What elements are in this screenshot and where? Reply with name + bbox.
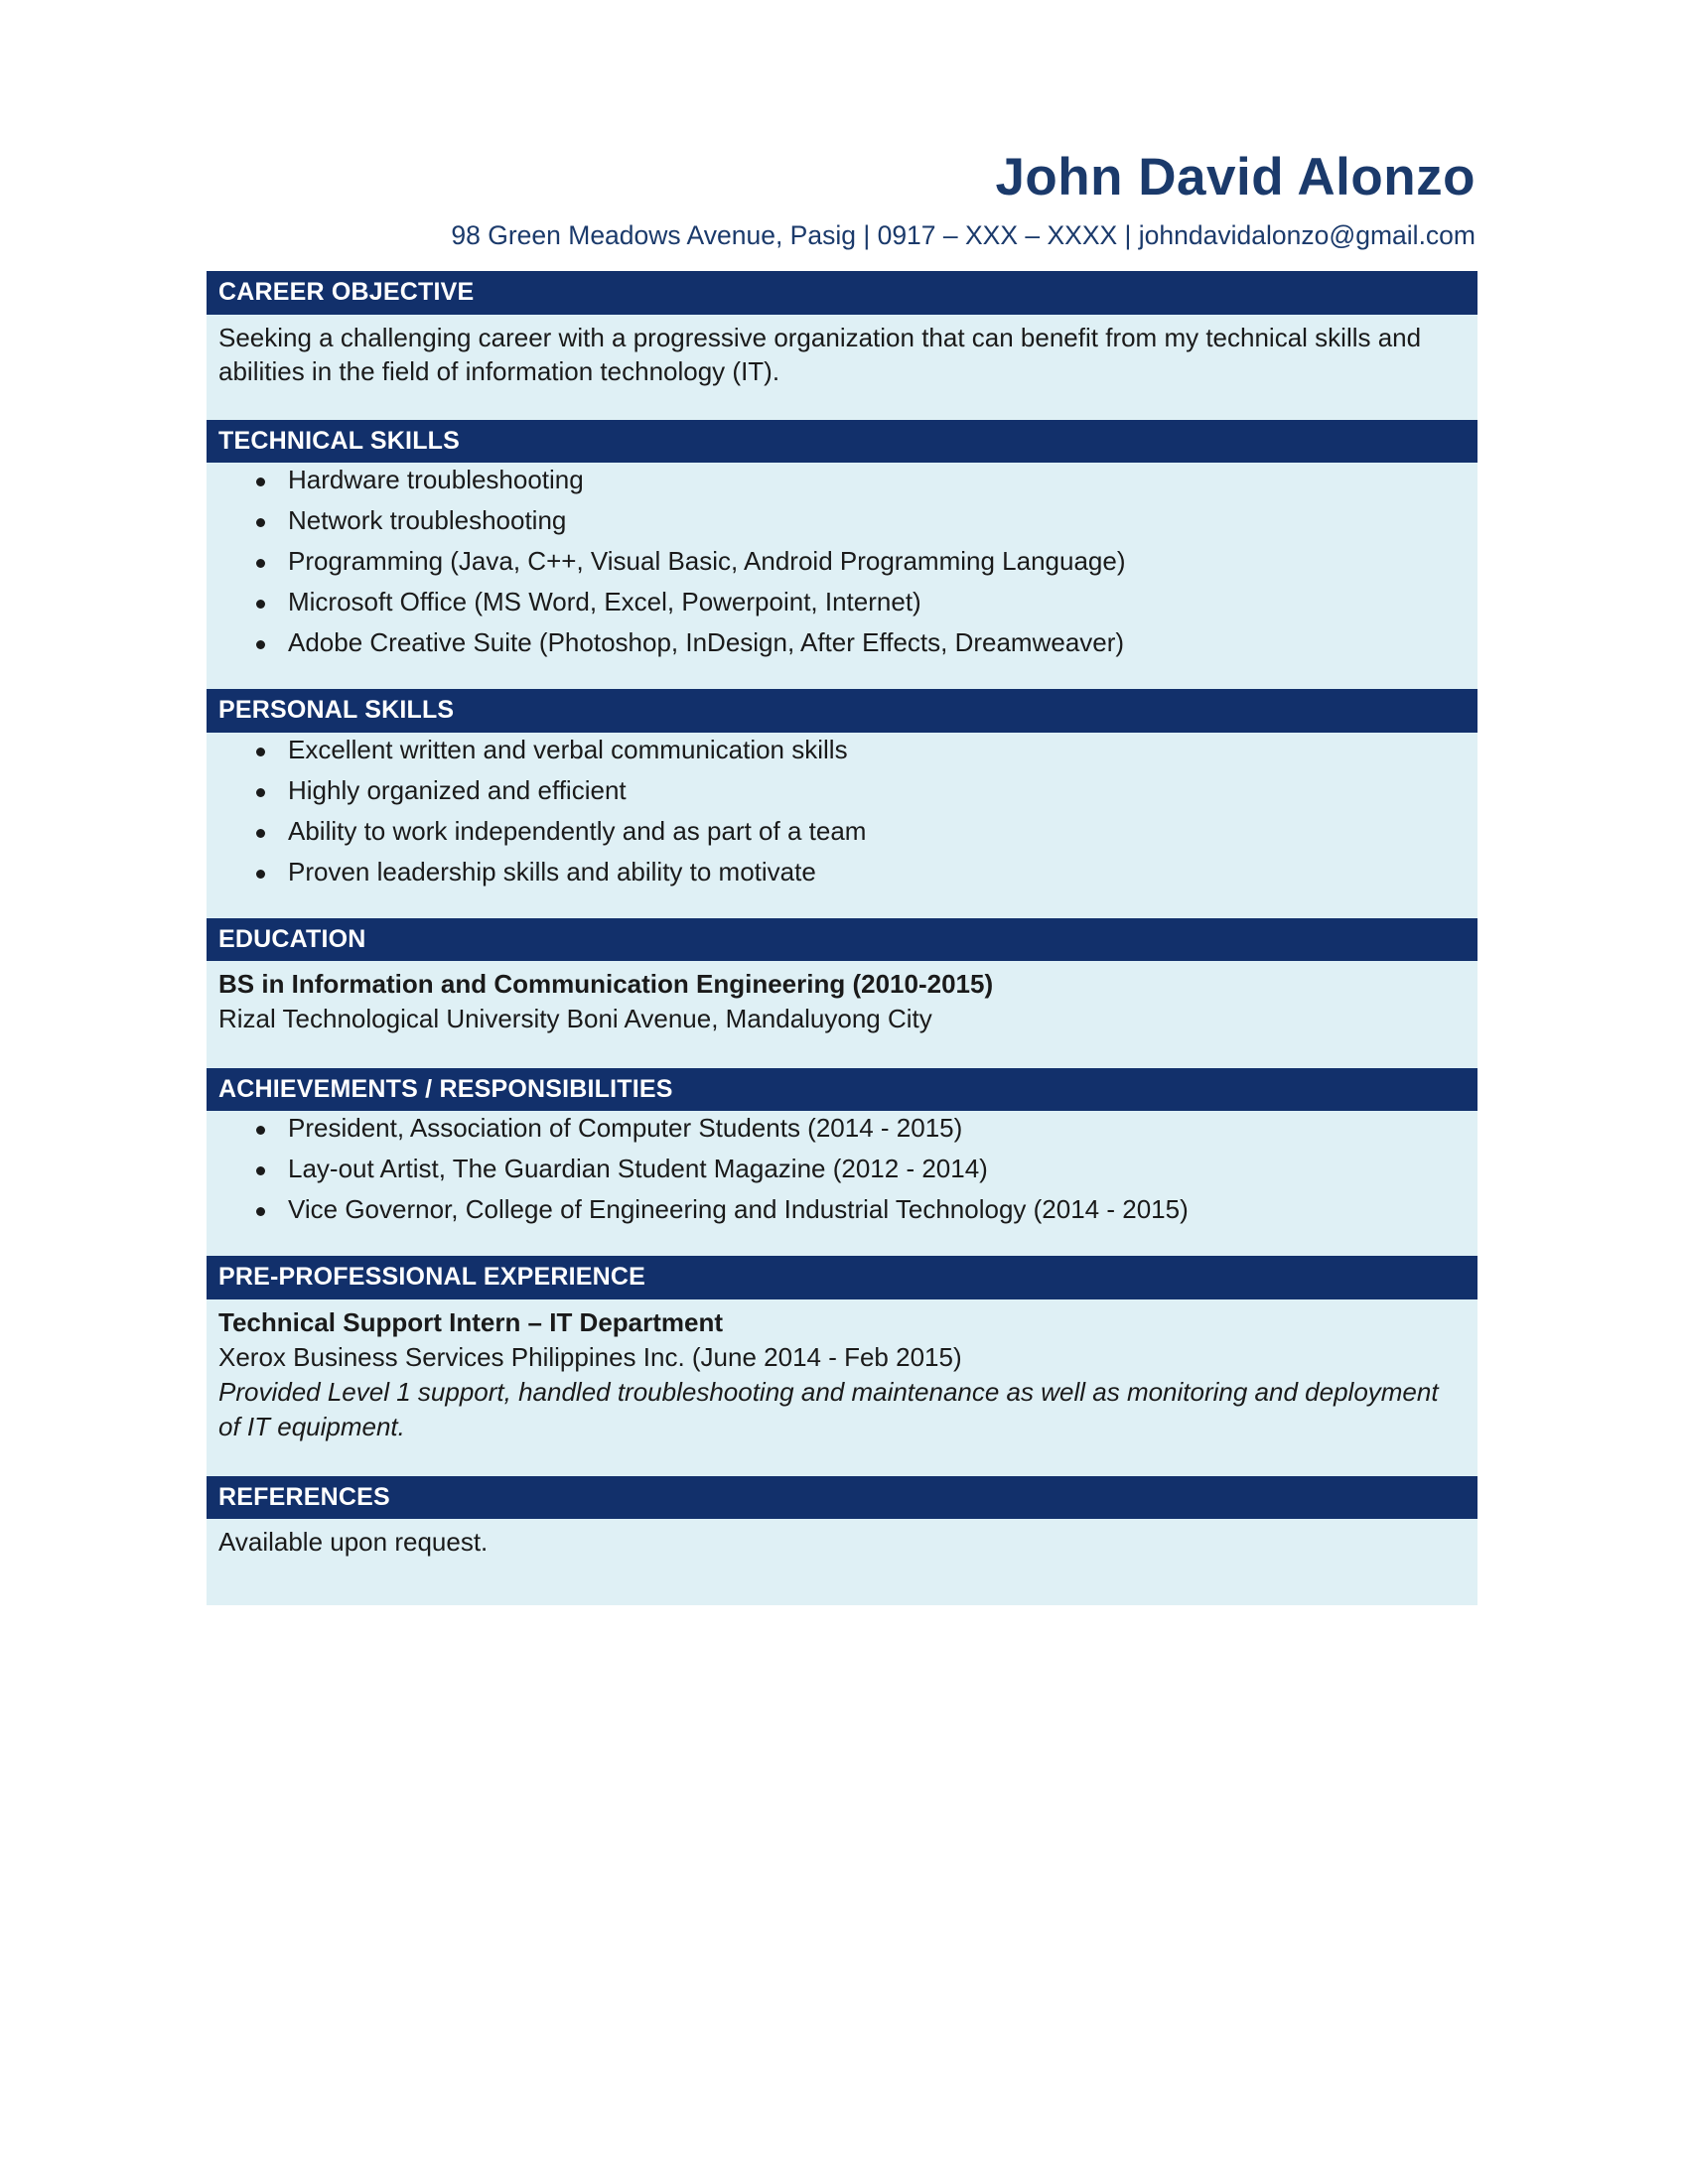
section-header-experience: PRE-PROFESSIONAL EXPERIENCE — [207, 1256, 1477, 1298]
list-item — [207, 465, 1477, 495]
section-gap — [207, 1230, 1477, 1256]
section-gap — [207, 1042, 1477, 1068]
section-header-education: EDUCATION — [207, 918, 1477, 961]
candidate-contact-line: 98 Green Meadows Avenue, Pasig | 0917 – XXX – XXXX | johndavidalonzo@gmail.com — [451, 220, 1476, 251]
section-header-references: REFERENCES — [207, 1476, 1477, 1519]
bullet-icon — [256, 478, 265, 486]
bullet-icon — [256, 788, 265, 797]
education-school: Rizal Technological University Boni Avenue, Mandaluyong City — [218, 1004, 932, 1034]
list-item-label: Microsoft Office (MS Word, Excel, Powerpoint, Internet) — [288, 587, 921, 617]
list-item — [207, 774, 1477, 805]
experience-company: Xerox Business Services Philippines Inc. (June 2014 - Feb 2015) — [218, 1341, 962, 1372]
bullet-icon — [256, 640, 265, 649]
technical-skills-list — [207, 463, 1477, 663]
experience-role: Technical Support Intern – IT Department — [218, 1306, 724, 1337]
references-text: Available upon request. — [218, 1527, 489, 1558]
list-item-label: Programming (Java, C++, Visual Basic, Android Programming Language) — [288, 546, 1126, 577]
list-item — [207, 1194, 1477, 1225]
experience-description: Provided Level 1 support, handled troubleshooting and maintenance as well as monitoring and deployment of IT equipment. — [218, 1376, 1439, 1441]
list-item-label: Vice Governor, College of Engineering and Industrial Technology (2014 - 2015) — [288, 1194, 1189, 1225]
bullet-icon — [256, 870, 265, 879]
personal-skills-list — [207, 733, 1477, 892]
achievements-list — [207, 1111, 1477, 1230]
bullet-icon — [256, 829, 265, 838]
section-body-references — [207, 1519, 1477, 1565]
section-body-career-objective — [207, 315, 1477, 395]
section-body-experience — [207, 1299, 1477, 1450]
list-item-label: Adobe Creative Suite (Photoshop, InDesign, After Effects, Dreamweaver) — [288, 627, 1125, 658]
section-gap — [207, 394, 1477, 420]
bullet-icon — [256, 559, 265, 568]
list-item-label: Hardware troubleshooting — [288, 465, 584, 495]
list-item — [207, 627, 1477, 658]
bullet-icon — [256, 1207, 265, 1216]
resume-body — [207, 271, 1477, 1604]
list-item — [207, 1113, 1477, 1144]
list-item — [207, 815, 1477, 846]
list-item — [207, 734, 1477, 764]
list-item — [207, 1154, 1477, 1184]
list-item — [207, 505, 1477, 536]
list-item — [207, 587, 1477, 617]
education-degree: BS in Information and Communication Engineering (2010-2015) — [218, 968, 994, 999]
bullet-icon — [256, 518, 265, 527]
bullet-icon — [256, 600, 265, 609]
list-item — [207, 856, 1477, 887]
candidate-name: John David Alonzo — [995, 148, 1476, 206]
section-gap — [207, 1450, 1477, 1476]
bullet-icon — [256, 748, 265, 756]
list-item-label: Ability to work independently and as part of a team — [288, 815, 867, 846]
resume-content — [207, 149, 1477, 1605]
body-bottom-padding — [207, 1566, 1477, 1605]
section-header-career-objective: CAREER OBJECTIVE — [207, 271, 1477, 314]
section-gap — [207, 663, 1477, 689]
list-item — [207, 546, 1477, 577]
section-gap — [207, 892, 1477, 918]
list-item-label: Highly organized and efficient — [288, 774, 627, 805]
section-header-technical-skills: TECHNICAL SKILLS — [207, 420, 1477, 463]
list-item-label: President, Association of Computer Students (2014 - 2015) — [288, 1113, 963, 1144]
section-header-personal-skills: PERSONAL SKILLS — [207, 689, 1477, 732]
bullet-icon — [256, 1126, 265, 1135]
section-body-education — [207, 961, 1477, 1042]
list-item-label: Proven leadership skills and ability to motivate — [288, 856, 816, 887]
section-header-achievements: ACHIEVEMENTS / RESPONSIBILITIES — [207, 1068, 1477, 1111]
list-item-label: Network troubleshooting — [288, 505, 567, 536]
list-item-label: Excellent written and verbal communication skills — [288, 734, 848, 764]
bullet-icon — [256, 1166, 265, 1175]
list-item-label: Lay-out Artist, The Guardian Student Magazine (2012 - 2014) — [288, 1154, 988, 1184]
career-objective-text: Seeking a challenging career with a progressive organization that can benefit from my technical skills and abilities in the field of information technology (IT). — [218, 322, 1422, 386]
